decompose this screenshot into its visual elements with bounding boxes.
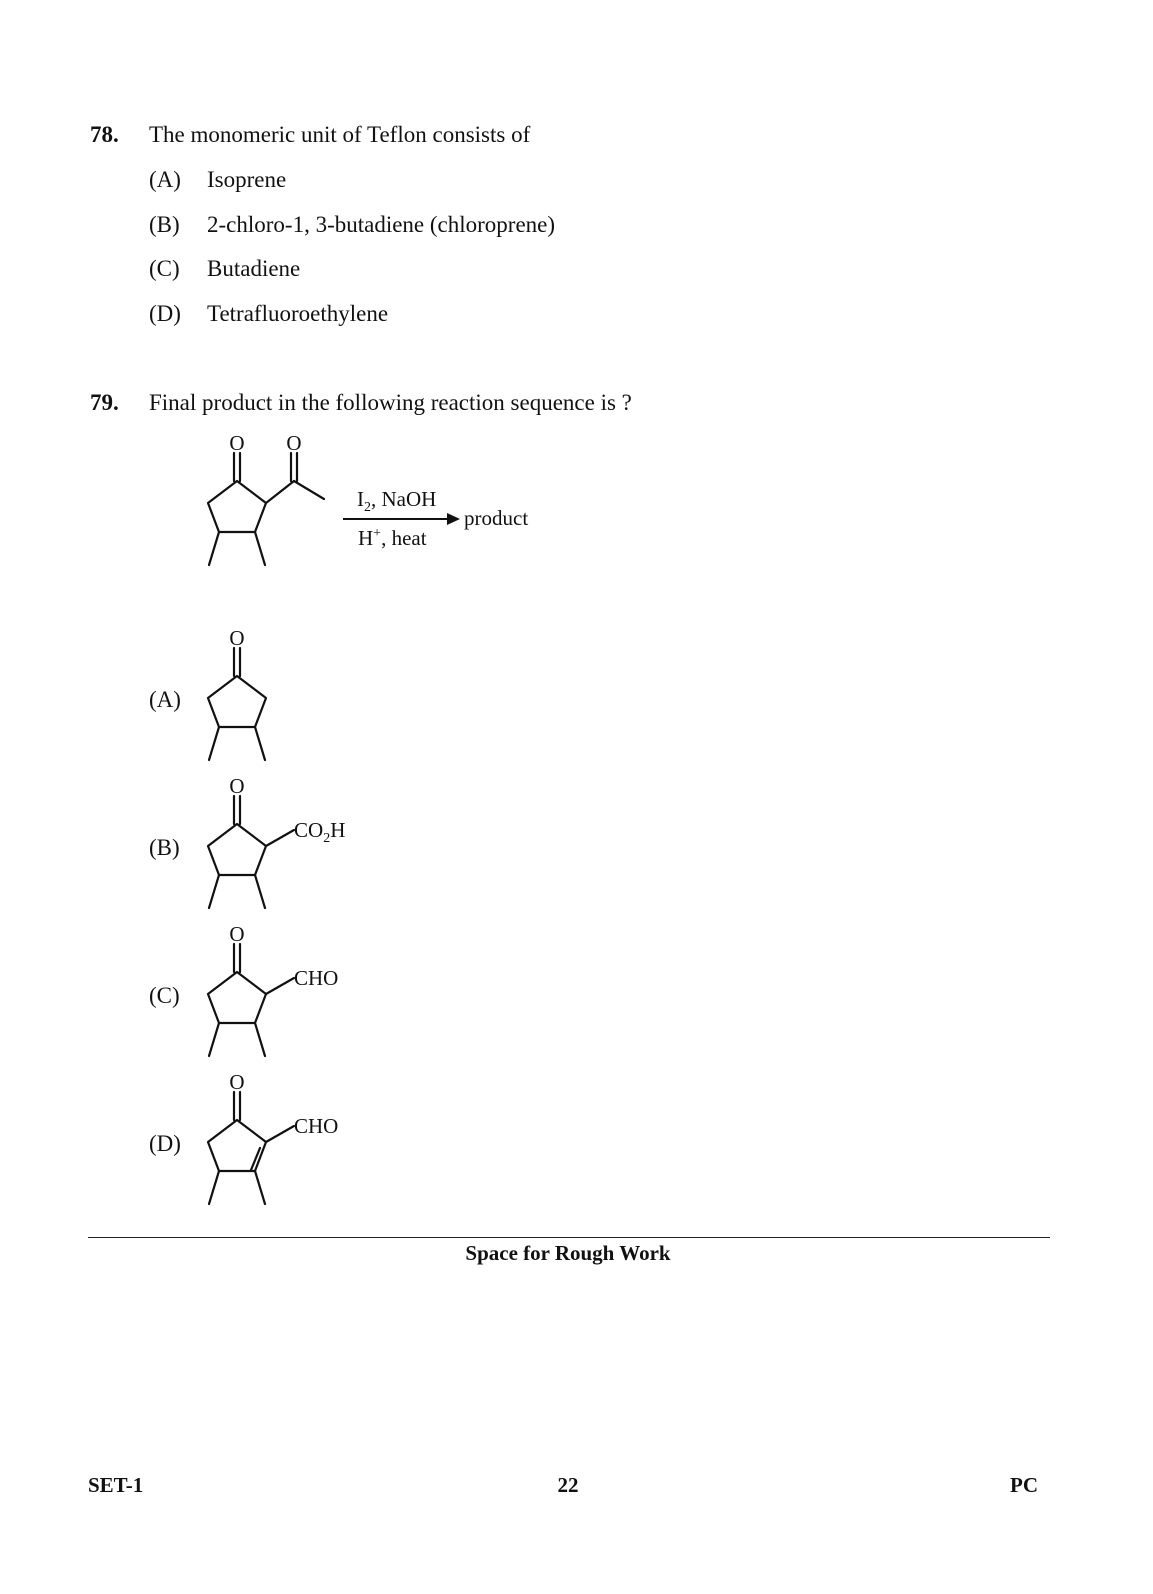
- footer-page-number: 22: [557, 1473, 579, 1497]
- reaction-arrow-group: [343, 487, 528, 550]
- q78-option-d-label: (D): [149, 301, 181, 326]
- q79-option-c-label: (C): [149, 983, 180, 1008]
- q79-option-c-structure: [190, 916, 390, 1066]
- reagent-top: $I_2$, NaOH: [357, 487, 437, 515]
- q79-option-b-label: (B): [149, 835, 180, 860]
- rough-work-divider: [88, 1237, 1050, 1238]
- q79-option-a-label: (A): [149, 687, 181, 712]
- q78-option-a-label: (A): [149, 167, 181, 192]
- option-d-oxygen-label: O: [229, 1070, 245, 1094]
- q79-option-d-label: (D): [149, 1131, 181, 1156]
- q79-option-a-structure: [190, 620, 390, 770]
- option-c-aldehyde-label: CHO: [294, 966, 339, 990]
- rough-work-heading: Space for Rough Work: [465, 1241, 671, 1265]
- option-a-oxygen-label: O: [229, 626, 245, 650]
- q78-option-d-text: Tetrafluoroethylene: [207, 301, 389, 326]
- q78-option-b-label: (B): [149, 212, 180, 237]
- reagent-bottom: H+, heat: [358, 526, 427, 550]
- option-b-oxygen-label: O: [229, 774, 245, 798]
- q78-option-c-text: Butadiene: [207, 256, 301, 281]
- q79-option-b-structure: [190, 768, 390, 918]
- footer-set-label: SET-1: [88, 1473, 144, 1497]
- q78-option-c-label: (C): [149, 256, 180, 281]
- reaction-scheme: [190, 425, 570, 575]
- question-79-text: Final product in the following reaction sequence is ?: [149, 390, 632, 415]
- question-78-text: The monomeric unit of Teflon consists of: [149, 122, 531, 147]
- option-b-carboxyl-label: $CO_2H$: [294, 818, 346, 846]
- ring-oxygen-label: O: [229, 431, 245, 455]
- reaction-arrowhead: [447, 513, 460, 525]
- question-78-number: 78.: [90, 122, 119, 147]
- footer-subject-code: PC: [1010, 1473, 1038, 1497]
- product-label: product: [464, 506, 529, 530]
- starting-material-structure: [208, 431, 324, 565]
- q79-option-d-structure: [190, 1064, 390, 1214]
- q78-option-b-text: 2-chloro-1, 3-butadiene (chloroprene): [207, 212, 556, 237]
- question-79-number: 79.: [90, 390, 119, 415]
- option-d-aldehyde-label: CHO: [294, 1114, 339, 1138]
- acetyl-oxygen-label: O: [286, 431, 302, 455]
- q78-option-a-text: Isoprene: [207, 167, 287, 192]
- option-c-oxygen-label: O: [229, 922, 245, 946]
